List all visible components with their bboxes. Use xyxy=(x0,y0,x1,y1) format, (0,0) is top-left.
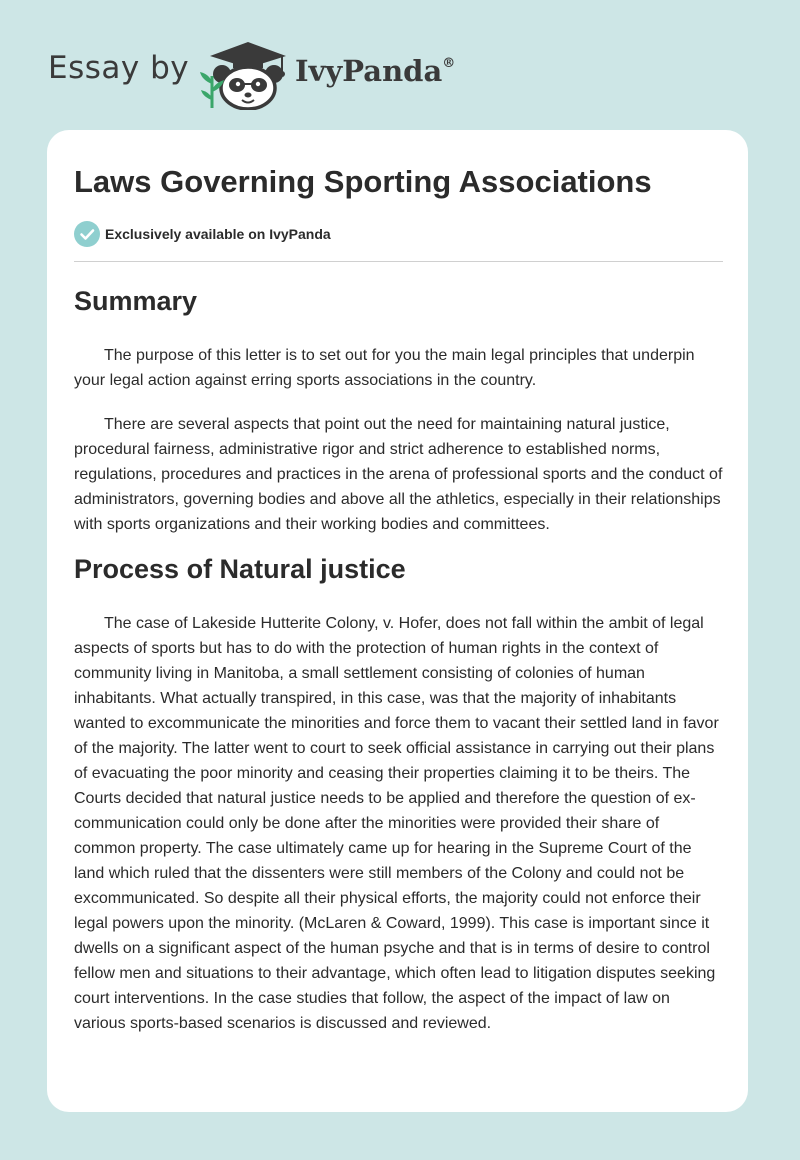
paragraph: There are several aspects that point out the need for maintaining natural justice, procedural fairness, administrative rigor and strict adherence to established norms, regulations, procedures and practices in the arena of professional sports and the conduct of administrators, governing bodies and above all the athletics, especially in their relationships with sports organizations and their working bodies and committees. xyxy=(74,416,723,533)
exclusive-badge xyxy=(74,221,474,247)
section-heading-summary: Summary xyxy=(74,286,198,316)
essay-title: Laws Governing Sporting Associations xyxy=(74,164,652,199)
panda-logo-icon xyxy=(198,36,294,110)
paragraph: The purpose of this letter is to set out for you the main legal principles that underpin your legal action against erring sports associations in the country. xyxy=(74,347,695,389)
paragraph: The case of Lakeside Hutterite Colony, v. Hofer, does not fall within the ambit of legal aspects of sports but has to do with the protection of human rights in the context of community living in Manitoba, a small settlement consisting of colonies of human inhabitants. What actually transpired, in this case, was that the majority of inhabitants wanted to excommunicate the minorities and force them to vacant their settled land in favor of the majority. The latter went to court to seek official assistance in carrying out their plans of evacuating the poor minority and ceasing their properties claiming it to be theirs. The Courts decided that natural justice needs to be applied and therefore the question of ex-communication could only be done after the minorities were provided their share of common property. The case ultimately came up for hearing in the Supreme Court of the land which ruled that the dissenters were still members of the Colony and could not be excommunicated. So despite all their physical efforts, the majority could not enforce their legal powers upon the minority. (McLaren & Coward, 1999). This case is important since it dwells on a significant aspect of the human psyche and that is in terms of desire to control fellow men and situations to their advantage, which often lead to litigation disputes seeking court interventions. In the case studies that follow, the aspect of the impact of law on various sports-based scenarios is discussed and reviewed. xyxy=(74,615,719,1032)
exclusive-badge-label: Exclusively available on IvyPanda xyxy=(105,226,331,242)
brand-prefix: Essay by xyxy=(48,50,190,86)
section-heading-natural-justice: Process of Natural justice xyxy=(74,554,406,584)
brand-header[interactable] xyxy=(48,36,468,108)
essay-card xyxy=(47,130,748,1112)
checkmark-icon xyxy=(74,221,100,247)
title-divider xyxy=(74,261,723,262)
brand-name: IvyPanda® xyxy=(295,54,456,88)
